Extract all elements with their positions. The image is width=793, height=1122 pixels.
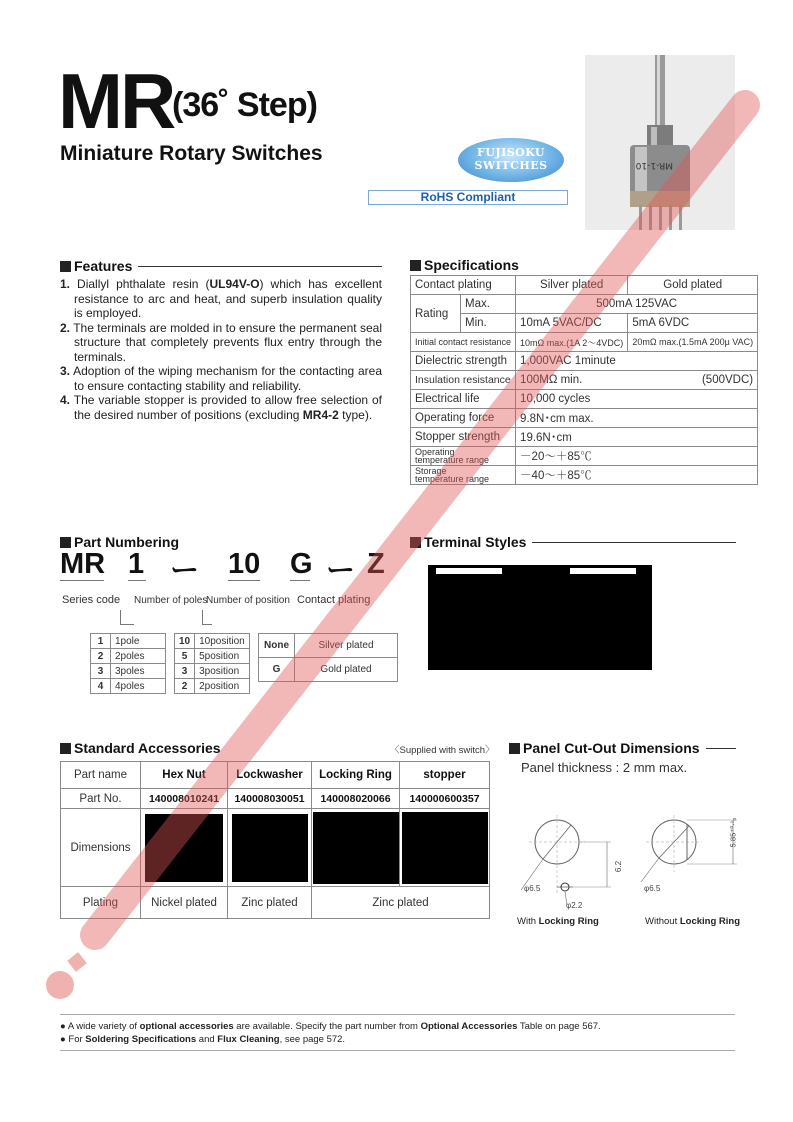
specifications-table (410, 275, 758, 485)
page-subtitle: Miniature Rotary Switches (60, 142, 323, 165)
spec-value (516, 371, 758, 390)
accessory-name: stopper (400, 762, 490, 789)
dim-pin-label: φ2.2 (566, 901, 583, 910)
series-underline (60, 580, 104, 586)
table-row (411, 352, 758, 371)
terminal-styles-image (428, 565, 652, 670)
spec-label: Dielectric strength (411, 352, 516, 371)
dim-diameter-label: φ6.5 (644, 884, 661, 893)
spec-value: 10mA 5VAC/DC (516, 314, 628, 333)
feature-item: 1. Diallyl phthalate resin (UL94V-O) which has excellent resistance to arc and heat, and superb insulation quality is employed. (60, 277, 382, 320)
accessory-name: Lockwasher (228, 762, 312, 789)
heading-rule (706, 748, 736, 749)
accessory-label: Part name (61, 762, 141, 789)
heading-square-icon (509, 743, 520, 754)
code-plating: G (290, 548, 313, 580)
spec-label-line: Operating (415, 447, 455, 457)
terminal-tab (570, 568, 636, 574)
table-row: 3 3position (175, 664, 250, 679)
poles-table (90, 633, 166, 694)
positions-table (174, 633, 250, 694)
features-heading (60, 258, 382, 274)
plating-label: Contact plating (297, 594, 371, 606)
table-row: G Gold plated (259, 658, 398, 682)
product-photo (585, 55, 735, 230)
accessory-part-number: 140008020066 (312, 789, 400, 809)
brand-logo (458, 138, 564, 182)
part-numbering-heading-text: Part Numbering (74, 534, 180, 550)
dim-diameter-label: φ6.5 (524, 884, 541, 893)
brand-line-1: FUJISOKU (476, 146, 546, 159)
locking-ring-drawing (312, 809, 400, 887)
poles-bracket (120, 610, 134, 625)
table-row: 5 5position (175, 649, 250, 664)
spec-label (411, 466, 516, 485)
feature-item: 2. The terminals are molded in to ensure the permanent seal structure that completely prevents flux entry through the terminals. (60, 320, 382, 364)
brand-line-2: SWITCHES (474, 159, 548, 172)
without-locking-ring-caption (645, 916, 740, 927)
table-row (411, 390, 758, 409)
table-row: 10 10position (175, 634, 250, 649)
spec-label: Insulation resistance (411, 371, 516, 390)
spec-value: －40～＋85℃ (516, 466, 758, 485)
terminal-styles-heading-text: Terminal Styles (424, 534, 527, 550)
spec-value: Silver plated (516, 276, 628, 295)
table-row (61, 887, 490, 919)
spec-label (411, 447, 516, 466)
feature-item: 3. Adoption of the wiping mechanism for the contacting area to ensure contacting stability and reliability. (60, 364, 382, 393)
dim-height-label: 6.2 (614, 860, 624, 873)
page-title: MR (58, 57, 174, 145)
feature-item: 4. The variable stopper is provided to allow free selection of the desired number of positions (excluding MR4-2 type). (60, 393, 382, 422)
accessory-plating: Zinc plated (228, 887, 312, 919)
panel-cutout-heading (509, 740, 736, 756)
positions-underline (228, 580, 260, 586)
specifications-heading-text: Specifications (424, 257, 519, 273)
table-row: 3 3poles (91, 664, 166, 679)
table-row (411, 333, 758, 352)
accessory-label: Part No. (61, 789, 141, 809)
terminal-tab (436, 568, 502, 574)
positions-label: Number of position (206, 595, 290, 606)
accessory-part-number: 140008030051 (228, 789, 312, 809)
table-row (411, 371, 758, 390)
spec-label: Max. (461, 295, 516, 314)
plating-table (258, 633, 398, 682)
spec-label: Initial contact resistance (411, 333, 516, 352)
heading-square-icon (60, 261, 71, 272)
table-row (61, 762, 490, 789)
spec-label: Electrical life (411, 390, 516, 409)
heading-rule (138, 266, 382, 267)
heading-square-icon (410, 260, 421, 271)
spec-label: Rating (411, 295, 461, 333)
panel-thickness: Panel thickness : 2 mm max. (521, 760, 688, 775)
rohs-badge: RoHS Compliant (368, 190, 568, 205)
spec-value: 19.6N･cm (516, 428, 758, 447)
svg-text:MR-1-10: MR-1-10 (635, 160, 673, 170)
plating-underline (290, 580, 310, 586)
lockwasher-drawing (228, 809, 312, 887)
table-row (411, 276, 758, 295)
spec-value: 9.8N･cm max. (516, 409, 758, 428)
features-heading-text: Features (74, 258, 133, 274)
code-series: MR (60, 548, 106, 580)
spec-label-line: temperature range (415, 474, 490, 484)
spec-value: 20mΩ max.(1.5mA 200μ VAC) (628, 333, 758, 352)
table-row (61, 809, 490, 887)
spec-value: 5mA 6VDC (628, 314, 758, 333)
caption-text: Without (645, 916, 680, 927)
stopper-drawing (400, 809, 490, 887)
footer-note: ● For Soldering Specifications and Flux Cleaning, see page 572. (60, 1034, 346, 1045)
caption-bold: Locking Ring (538, 916, 599, 927)
accessories-heading (60, 740, 240, 756)
code-positions: 10 (228, 548, 261, 580)
specifications-heading (410, 257, 736, 273)
footer-note: ● A wide variety of optional accessories are available. Specify the part number from Optional Accessories Table on page 567. (60, 1021, 601, 1032)
accessory-part-number: 140000600357 (400, 789, 490, 809)
with-locking-ring-caption (517, 916, 599, 927)
spec-value: Gold plated (628, 276, 758, 295)
part-number-code (60, 548, 390, 587)
code-dash: ー (326, 555, 356, 587)
hex-nut-drawing (141, 809, 228, 887)
spec-label-line: temperature range (415, 455, 490, 465)
table-row: None Silver plated (259, 634, 398, 658)
accessory-part-number: 140008010241 (141, 789, 228, 809)
panel-cutout-drawing (509, 812, 739, 917)
terminal-styles-heading (410, 534, 736, 550)
table-row (411, 447, 758, 466)
spec-value: 500mA 125VAC (516, 295, 758, 314)
table-row: 1 1pole (91, 634, 166, 649)
accessory-plating: Zinc plated (312, 887, 490, 919)
accessories-note: 〈Supplied with switch〉 (390, 745, 495, 756)
accessory-plating: Nickel plated (141, 887, 228, 919)
spec-value: 10mΩ max.(1A 2～4VDC) (516, 333, 628, 352)
panel-cutout-heading-text: Panel Cut-Out Dimensions (523, 740, 700, 756)
spec-label: Operating force (411, 409, 516, 428)
heading-square-icon (60, 743, 71, 754)
series-label: Series code (62, 594, 121, 606)
poles-underline (128, 580, 146, 586)
footer-notes (60, 1020, 601, 1046)
table-row: 4 4poles (91, 679, 166, 694)
code-dash: ー (170, 555, 200, 587)
accessory-name: Locking Ring (312, 762, 400, 789)
footer-rule-top (60, 1014, 735, 1015)
table-row: 2 2poles (91, 649, 166, 664)
table-row: 2 2position (175, 679, 250, 694)
spec-label: Stopper strength (411, 428, 516, 447)
table-row (61, 789, 490, 809)
spec-label-line: Storage (415, 466, 447, 476)
table-row (411, 409, 758, 428)
code-suffix: Z (367, 548, 385, 580)
heading-square-icon (60, 537, 71, 548)
caption-bold: Locking Ring (679, 916, 741, 927)
table-row (411, 428, 758, 447)
positions-bracket (202, 610, 212, 625)
spec-value: 10,000 cycles (516, 390, 758, 409)
table-row (411, 295, 758, 314)
heading-square-icon (410, 537, 421, 548)
accessory-name: Hex Nut (141, 762, 228, 789)
accessories-table (60, 761, 490, 919)
page-title-suffix: (36˚ Step) (172, 86, 317, 124)
dim-flat-label: 5.85⁺⁰·¹₀ (728, 817, 738, 848)
accessory-label: Dimensions (61, 809, 141, 887)
spec-label: Contact plating (411, 276, 516, 295)
insulation-condition: (500VDC) (701, 374, 754, 386)
table-row (411, 466, 758, 485)
spec-value: －20～＋85℃ (516, 447, 758, 466)
footer-rule-bottom (60, 1050, 735, 1051)
table-row (411, 314, 758, 333)
caption-text: With (517, 916, 539, 927)
poles-label: Number of poles (134, 595, 208, 606)
spec-value: 1,000VAC 1minute (516, 352, 758, 371)
features-list (60, 277, 382, 422)
spec-label: Min. (461, 314, 516, 333)
heading-rule (532, 542, 736, 543)
accessory-label: Plating (61, 887, 141, 919)
insulation-value: 100MΩ min. (520, 374, 583, 386)
code-poles: 1 (128, 548, 145, 580)
accessories-heading-text: Standard Accessories (74, 740, 221, 756)
